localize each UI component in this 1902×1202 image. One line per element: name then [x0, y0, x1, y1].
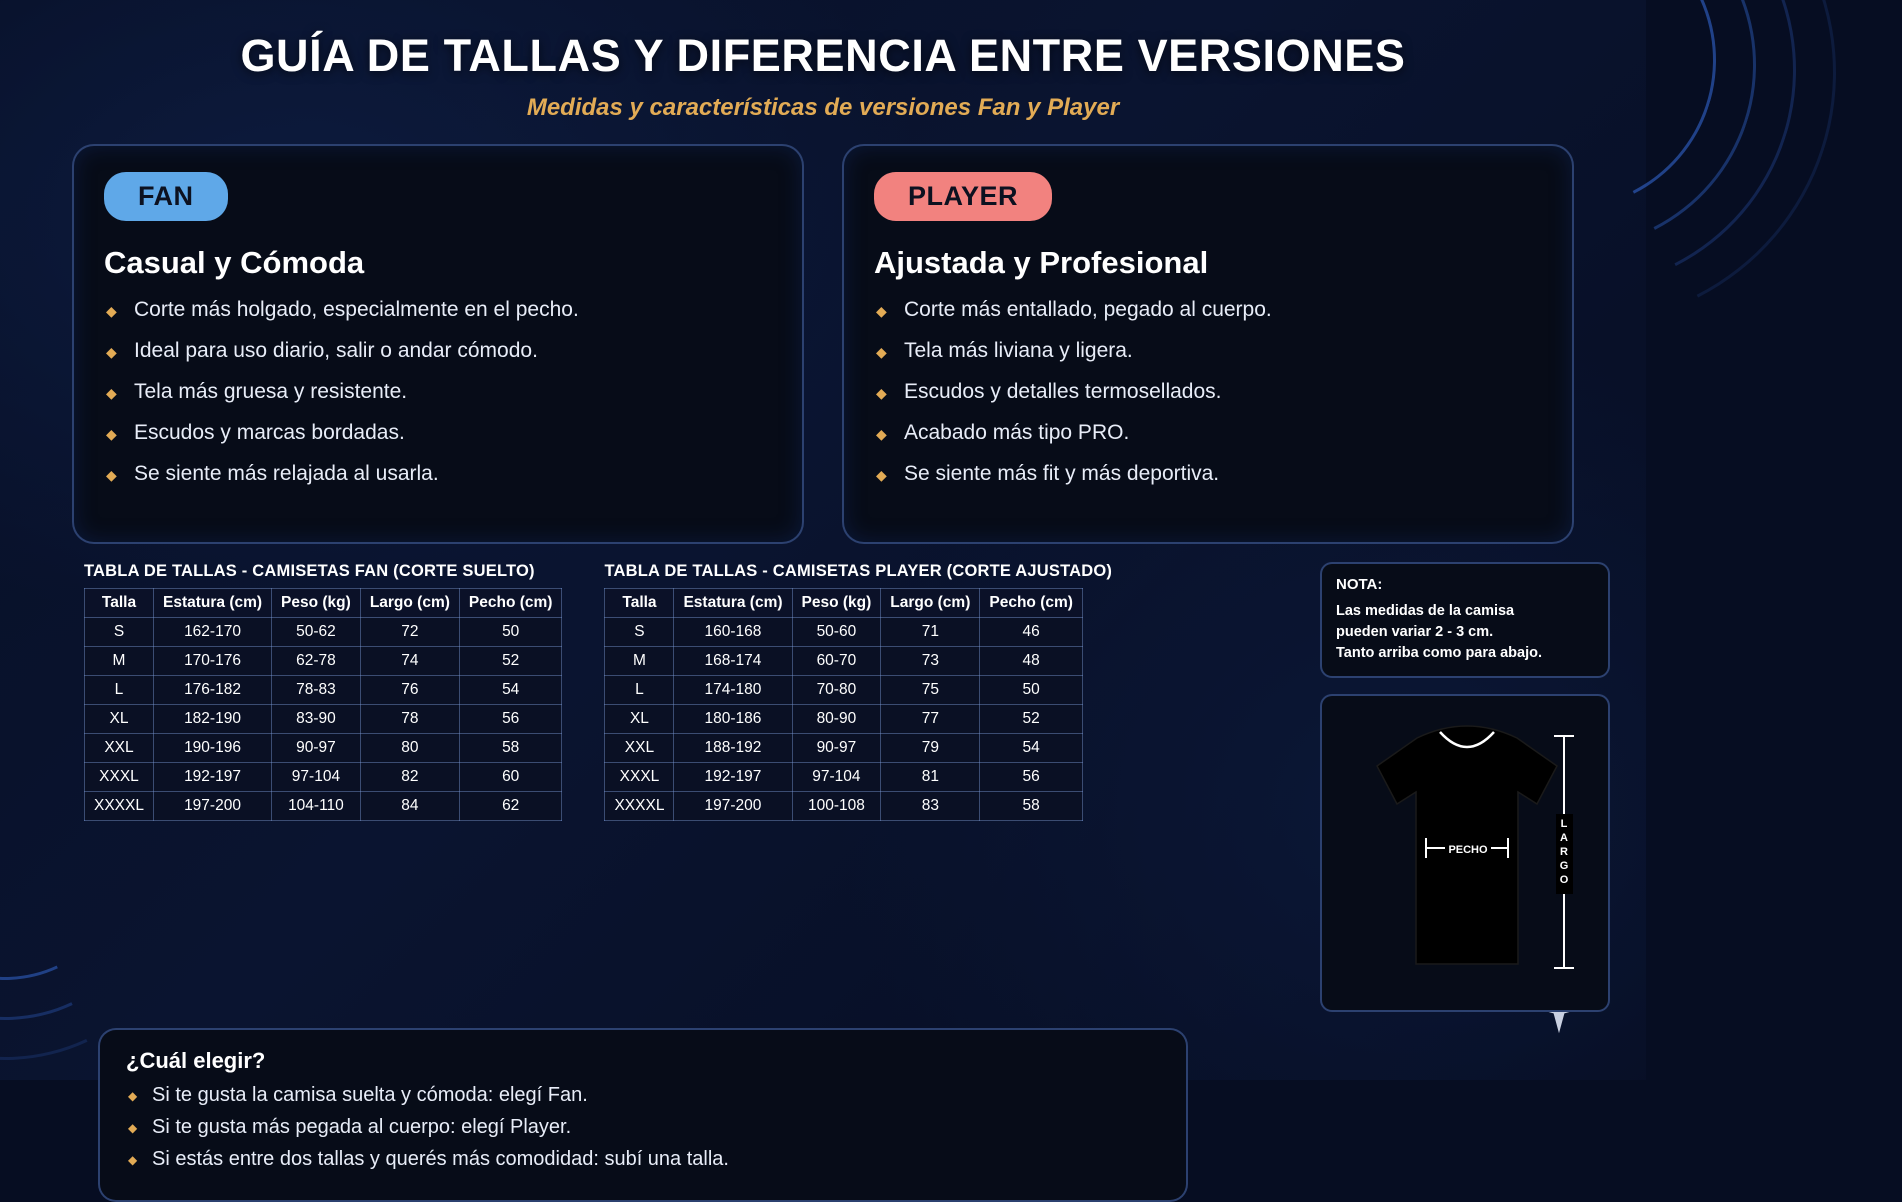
cell: 180-186: [674, 705, 792, 734]
cell: 82: [360, 763, 459, 792]
cell: 192-197: [153, 763, 271, 792]
fan-feature-list: [104, 298, 772, 486]
table-row: [85, 676, 562, 705]
player-size-table-block: [604, 562, 1112, 821]
cell: L: [605, 676, 674, 705]
list-item: ◆ Se siente más fit y más deportiva.: [874, 462, 1542, 486]
list-item: ◆ Acabado más tipo PRO.: [874, 421, 1542, 445]
player-badge: PLAYER: [874, 172, 1052, 221]
cell: 83-90: [272, 705, 361, 734]
cell: 73: [881, 647, 980, 676]
list-item: ◆ Corte más entallado, pegado al cuerpo.: [874, 298, 1542, 322]
cell: XL: [605, 705, 674, 734]
cell: 160-168: [674, 618, 792, 647]
list-item: ◆ Ideal para uso diario, salir o andar cómodo.: [104, 339, 772, 363]
cell: 197-200: [674, 792, 792, 821]
table-row: [605, 705, 1082, 734]
cell: 50-60: [792, 618, 881, 647]
column-header: Estatura (cm): [674, 589, 792, 618]
cell: XXXL: [85, 763, 154, 792]
cell: XXXXL: [605, 792, 674, 821]
list-item: ◆ Si te gusta más pegada al cuerpo: elegí Player.: [126, 1116, 1160, 1139]
cell: 54: [459, 676, 562, 705]
table-row: [605, 618, 1082, 647]
player-feature-list: [874, 298, 1542, 486]
svg-text:L: L: [1560, 818, 1568, 831]
tshirt-measure-diagram: [1322, 696, 1612, 1014]
cell: L: [85, 676, 154, 705]
column-header: Largo (cm): [881, 589, 980, 618]
cell: 176-182: [153, 676, 271, 705]
cell: XXXXL: [85, 792, 154, 821]
table-row: [605, 647, 1082, 676]
cell: 75: [881, 676, 980, 705]
list-item: ◆ Si estás entre dos tallas y querés más comodidad: subí una talla.: [126, 1148, 1160, 1171]
cell: 81: [881, 763, 980, 792]
size-tables-row: [0, 544, 1646, 1012]
cell: M: [605, 647, 674, 676]
cell: 52: [980, 705, 1083, 734]
cell: 78: [360, 705, 459, 734]
cell: 83: [881, 792, 980, 821]
cell: XXXL: [605, 763, 674, 792]
table-header-row: [605, 589, 1082, 618]
list-item: ◆ Se siente más relajada al usarla.: [104, 462, 772, 486]
column-header: Peso (kg): [792, 589, 881, 618]
cell: 46: [980, 618, 1083, 647]
chest-label: PECHO: [1448, 844, 1488, 857]
cell: 76: [360, 676, 459, 705]
measurement-diagram-box: [1320, 694, 1610, 1012]
cell: 174-180: [674, 676, 792, 705]
column-header: Talla: [85, 589, 154, 618]
cell: S: [605, 618, 674, 647]
column-header: Pecho (cm): [980, 589, 1083, 618]
fan-table-caption: TABLA DE TALLAS - CAMISETAS FAN (CORTE SUELTO): [84, 562, 535, 580]
cell: 84: [360, 792, 459, 821]
side-column: [1320, 562, 1610, 1012]
cell: 52: [459, 647, 562, 676]
table-header-row: [85, 589, 562, 618]
page-subtitle: Medidas y características de versiones Fan y Player: [526, 94, 1120, 121]
cell: 58: [459, 734, 562, 763]
cell: 170-176: [153, 647, 271, 676]
choose-list: [126, 1084, 1160, 1171]
cell: 78-83: [272, 676, 361, 705]
cell: XL: [85, 705, 154, 734]
table-row: [85, 705, 562, 734]
cell: 80: [360, 734, 459, 763]
cell: 90-97: [792, 734, 881, 763]
cell: 97-104: [792, 763, 881, 792]
table-row: [605, 792, 1082, 821]
table-row: [85, 618, 562, 647]
fan-version-card: [72, 144, 804, 544]
list-item: ◆ Escudos y marcas bordadas.: [104, 421, 772, 445]
cell: 58: [980, 792, 1083, 821]
cell: 182-190: [153, 705, 271, 734]
table-row: [605, 763, 1082, 792]
svg-text:A: A: [1560, 832, 1568, 845]
column-header: Largo (cm): [360, 589, 459, 618]
cell: 62: [459, 792, 562, 821]
note-line-3: Tanto arriba como para abajo.: [1336, 645, 1543, 662]
cell: 197-200: [153, 792, 271, 821]
cell: 50: [980, 676, 1083, 705]
cell: 79: [881, 734, 980, 763]
player-card-heading: Ajustada y Profesional: [874, 245, 1209, 280]
svg-text:G: G: [1559, 860, 1569, 873]
player-size-table: [604, 588, 1082, 821]
cell: 188-192: [674, 734, 792, 763]
cell: 56: [459, 705, 562, 734]
choose-title: ¿Cuál elegir?: [126, 1048, 266, 1074]
cell: 168-174: [674, 647, 792, 676]
column-header: Talla: [605, 589, 674, 618]
note-box: [1320, 562, 1610, 678]
cell: 104-110: [272, 792, 361, 821]
svg-text:O: O: [1559, 874, 1569, 887]
table-row: [605, 676, 1082, 705]
note-line-1: Las medidas de la camisa: [1336, 603, 1515, 619]
cell: 77: [881, 705, 980, 734]
cell: 90-97: [272, 734, 361, 763]
cell: 70-80: [792, 676, 881, 705]
list-item: ◆ Tela más liviana y ligera.: [874, 339, 1542, 363]
cell: 80-90: [792, 705, 881, 734]
cell: 62-78: [272, 647, 361, 676]
cell: 162-170: [153, 618, 271, 647]
player-table-caption: TABLA DE TALLAS - CAMISETAS PLAYER (CORTE AJUSTADO): [604, 562, 1113, 580]
fan-card-heading: Casual y Cómoda: [104, 245, 365, 280]
table-row: [85, 647, 562, 676]
cell: 97-104: [272, 763, 361, 792]
cell: XXL: [85, 734, 154, 763]
cell: 48: [980, 647, 1083, 676]
note-title: NOTA:: [1336, 576, 1383, 593]
table-row: [605, 734, 1082, 763]
list-item: ◆ Corte más holgado, especialmente en el pecho.: [104, 298, 772, 322]
column-header: Pecho (cm): [459, 589, 562, 618]
column-header: Peso (kg): [272, 589, 361, 618]
cell: 190-196: [153, 734, 271, 763]
cell: M: [85, 647, 154, 676]
cell: XXL: [605, 734, 674, 763]
column-header: Estatura (cm): [153, 589, 271, 618]
list-item: ◆ Tela más gruesa y resistente.: [104, 380, 772, 404]
cell: 50-62: [272, 618, 361, 647]
cell: 192-197: [674, 763, 792, 792]
page-title: GUÍA DE TALLAS Y DIFERENCIA ENTRE VERSIONES: [240, 30, 1406, 81]
cell: 54: [980, 734, 1083, 763]
fan-badge: FAN: [104, 172, 228, 221]
cell: 50: [459, 618, 562, 647]
cell: 74: [360, 647, 459, 676]
cell: 72: [360, 618, 459, 647]
svg-text:R: R: [1560, 846, 1568, 859]
cell: 56: [980, 763, 1083, 792]
list-item: ◆ Escudos y detalles termosellados.: [874, 380, 1542, 404]
cell: S: [85, 618, 154, 647]
which-to-choose-box: [98, 1028, 1188, 1202]
cell: 100-108: [792, 792, 881, 821]
cell: 71: [881, 618, 980, 647]
cell: 60-70: [792, 647, 881, 676]
list-item: ◆ Si te gusta la camisa suelta y cómoda: elegí Fan.: [126, 1084, 1160, 1107]
note-line-2: pueden variar 2 - 3 cm.: [1336, 624, 1494, 641]
cell: 60: [459, 763, 562, 792]
